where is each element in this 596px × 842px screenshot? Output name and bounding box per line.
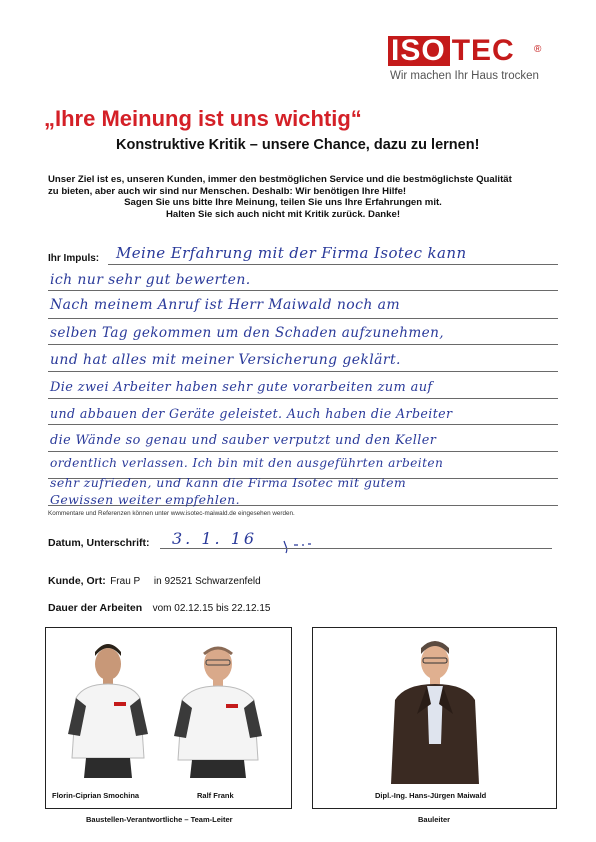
- ruled-line: [48, 424, 558, 425]
- intro-line-2: zu bieten, aber auch wir sind nur Menschen. Deshalb: Wir benötigen Ihre Hilfe!: [48, 185, 407, 197]
- ruled-line: [48, 398, 558, 399]
- leader-photo-frame: [312, 627, 557, 809]
- logo-registered-mark: ®: [534, 44, 542, 55]
- isotec-logo: [388, 36, 558, 88]
- kunde-row: [48, 571, 261, 589]
- handwriting-line-2: ich nur sehr gut bewerten.: [50, 272, 251, 288]
- team-member-2-photo: [172, 638, 267, 778]
- handwriting-line-7: und abbauen der Geräte geleistet. Auch haben die Arbeiter: [50, 406, 453, 421]
- handwriting-line-11: Gewissen weiter empfehlen.: [50, 492, 240, 507]
- references-note: Kommentare und Referenzen können unter www.isotec-maiwald.de eingesehen werden.: [48, 510, 295, 517]
- signature-line: [160, 548, 552, 549]
- ruled-line: [48, 451, 558, 452]
- dauer-label: Dauer der Arbeiten: [48, 602, 143, 614]
- logo-tagline: Wir machen Ihr Haus trocken: [390, 70, 539, 82]
- dauer-row: [48, 598, 270, 616]
- intro-text: [48, 174, 583, 220]
- team-caption: Baustellen-Verantwortliche – Team-Leiter: [86, 815, 233, 824]
- ruled-line: [48, 290, 558, 291]
- ruled-line: [48, 318, 558, 319]
- impuls-label: Ihr Impuls:: [48, 253, 100, 264]
- team-photo-frame: [45, 627, 292, 809]
- handwriting-line-5: und hat alles mit meiner Versicherung geklärt.: [50, 352, 401, 368]
- team-member-1-photo: [64, 638, 154, 778]
- handwriting-line-6: Die zwei Arbeiter haben sehr gute vorarbeiten zum auf: [50, 380, 433, 395]
- page-title: „Ihre Meinung ist uns wichtig“: [44, 106, 362, 131]
- kunde-value: Frau P in 92521 Schwarzenfeld: [110, 576, 261, 587]
- logo-tec-text: TEC: [451, 34, 515, 67]
- bauleiter-name: Dipl.-Ing. Hans-Jürgen Maiwald: [375, 791, 487, 800]
- handwriting-line-3: Nach meinem Anruf ist Herr Maiwald noch am: [50, 297, 401, 313]
- ruled-line: [48, 344, 558, 345]
- datum-label: Datum, Unterschrift:: [48, 537, 150, 549]
- page-subtitle: Konstruktive Kritik – unsere Chance, dazu zu lernen!: [116, 137, 480, 153]
- datum-value: 3. 1. 16: [172, 529, 258, 548]
- kunde-label: Kunde, Ort:: [48, 575, 106, 587]
- bauleiter-photo: [387, 634, 483, 784]
- bauleiter-caption: Bauleiter: [418, 815, 451, 824]
- intro-line-1: Unser Ziel ist es, unseren Kunden, immer den bestmöglichen Service und die bestmöglichste Qualität: [48, 174, 512, 185]
- ruled-line: [108, 264, 558, 265]
- logo-iso-text: ISO: [388, 36, 450, 66]
- ruled-line: [48, 371, 558, 372]
- handwriting-line-9: ordentlich verlassen. Ich bin mit den ausgeführten arbeiten: [50, 456, 444, 470]
- dauer-value: vom 02.12.15 bis 22.12.15: [152, 603, 271, 614]
- team-member-1-name: Florin-Ciprian Smochina: [52, 791, 140, 800]
- handwriting-line-10: sehr zufrieden, und kann die Firma Isotec mit gutem: [50, 475, 407, 490]
- intro-line-3: Sagen Sie uns bitte Ihre Meinung, teilen Sie uns Ihre Erfahrungen mit.: [124, 197, 442, 208]
- handwriting-line-8: die Wände so genau und sauber verputzt und den Keller: [50, 433, 437, 448]
- signature-mark: [280, 535, 320, 555]
- handwriting-line-4: selben Tag gekommen um den Schaden aufzunehmen,: [50, 325, 444, 341]
- handwriting-line-1: Meine Erfahrung mit der Firma Isotec kann: [116, 244, 467, 262]
- team-member-2-name: Ralf Frank: [197, 791, 234, 800]
- intro-line-4: Halten Sie sich auch nicht mit Kritik zurück. Danke!: [165, 208, 401, 220]
